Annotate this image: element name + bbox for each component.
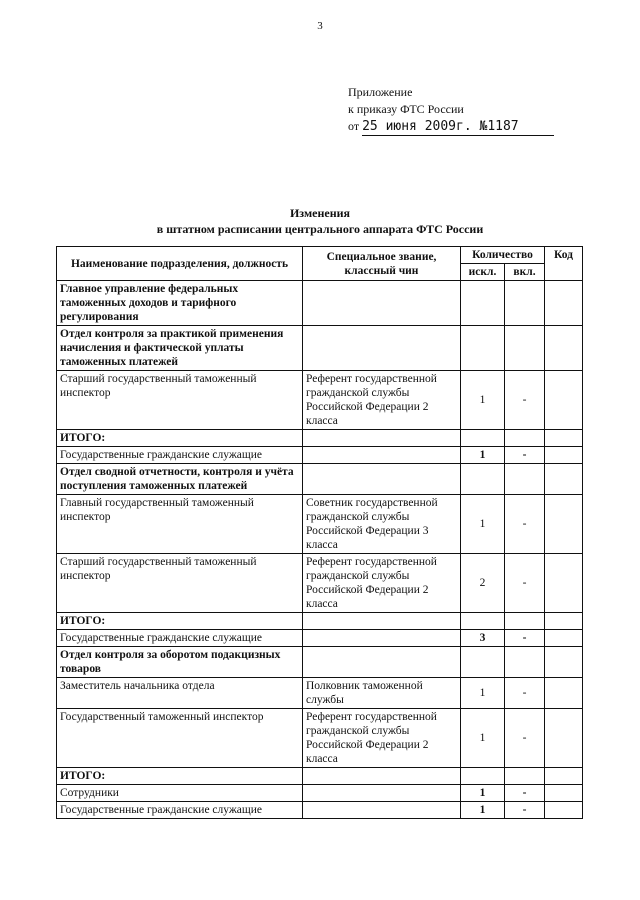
table-row xyxy=(57,678,583,709)
qty-excl: 1 xyxy=(461,785,505,802)
qty-excl: 1 xyxy=(461,495,505,554)
qty-excl: 2 xyxy=(461,554,505,613)
table-row xyxy=(57,630,583,647)
qty-incl: - xyxy=(505,630,545,647)
qty-excl: 1 xyxy=(461,678,505,709)
header-col-name: Наименование подразделения, должность xyxy=(57,247,303,281)
position-name: Старший государственный таможенный инспектор xyxy=(57,554,303,613)
order-date: 25 июня 2009г. xyxy=(362,119,472,134)
appendix-line2: к приказу ФТС России xyxy=(348,102,464,116)
header-row xyxy=(57,247,583,264)
total-label: ИТОГО: xyxy=(57,768,303,785)
table-row xyxy=(57,495,583,554)
table-row xyxy=(57,802,583,819)
header-col-code: Код xyxy=(545,247,583,281)
rank-name: Референт государственной гражданской службы Российской Федерации 2 класса xyxy=(303,371,461,430)
qty-incl: - xyxy=(505,802,545,819)
position-name: Старший государственный таможенный инспектор xyxy=(57,371,303,430)
header-col-incl: вкл. xyxy=(505,264,545,281)
header-col-qty: Количество xyxy=(461,247,545,264)
total-label: ИТОГО: xyxy=(57,613,303,630)
appendix-block xyxy=(348,84,554,136)
dept-name: Отдел контроля за оборотом подакцизных товаров xyxy=(57,647,303,678)
table-row xyxy=(57,281,583,326)
order-date-number xyxy=(362,118,554,136)
qty-excl: 1 xyxy=(461,371,505,430)
position-name: Заместитель начальника отдела xyxy=(57,678,303,709)
table-row xyxy=(57,326,583,371)
table-row xyxy=(57,430,583,447)
table-row xyxy=(57,464,583,495)
dept-name: Главное управление федеральных таможенных доходов и тарифного регулирования xyxy=(57,281,303,326)
dept-name: Отдел контроля за практикой применения начисления и фактической уплаты таможенных платежей xyxy=(57,326,303,371)
appendix-line1: Приложение xyxy=(348,85,413,99)
total-category: Государственные гражданские служащие xyxy=(57,802,303,819)
qty-excl: 1 xyxy=(461,447,505,464)
table-row xyxy=(57,709,583,768)
table-row xyxy=(57,371,583,430)
qty-excl: 1 xyxy=(461,802,505,819)
position-name: Государственный таможенный инспектор xyxy=(57,709,303,768)
appendix-prefix: от xyxy=(348,119,360,133)
staff-table xyxy=(56,246,583,819)
table-row xyxy=(57,647,583,678)
rank-name: Полковник таможенной службы xyxy=(303,678,461,709)
qty-incl: - xyxy=(505,447,545,464)
header-col-excl: искл. xyxy=(461,264,505,281)
qty-incl: - xyxy=(505,709,545,768)
doc-title: Изменения xyxy=(289,206,351,220)
total-category: Государственные гражданские служащие xyxy=(57,447,303,464)
qty-incl: - xyxy=(505,554,545,613)
position-name: Главный государственный таможенный инспектор xyxy=(57,495,303,554)
order-number: №1187 xyxy=(479,119,519,134)
rank-name: Референт государственной гражданской службы Российской Федерации 2 класса xyxy=(303,554,461,613)
rank-name: Референт государственной гражданской службы Российской Федерации 2 класса xyxy=(303,709,461,768)
table-row xyxy=(57,554,583,613)
rank-name: Советник государственной гражданской службы Российской Федерации 3 класса xyxy=(303,495,461,554)
qty-incl: - xyxy=(505,678,545,709)
appendix-date-line xyxy=(348,118,554,136)
table-row xyxy=(57,613,583,630)
dept-name: Отдел сводной отчетности, контроля и учёта поступления таможенных платежей xyxy=(57,464,303,495)
header-col-rank: Специальное звание, классный чин xyxy=(303,247,461,281)
total-category: Сотрудники xyxy=(57,785,303,802)
total-category: Государственные гражданские служащие xyxy=(57,630,303,647)
qty-excl: 3 xyxy=(461,630,505,647)
qty-incl: - xyxy=(505,495,545,554)
qty-incl: - xyxy=(505,371,545,430)
page-number: 3 xyxy=(317,20,323,32)
table-row xyxy=(57,447,583,464)
table-row xyxy=(57,785,583,802)
qty-incl: - xyxy=(505,785,545,802)
total-label: ИТОГО: xyxy=(57,430,303,447)
table-row xyxy=(57,768,583,785)
doc-subtitle: в штатном расписании центрального аппарата ФТС России xyxy=(156,222,484,236)
qty-excl: 1 xyxy=(461,709,505,768)
